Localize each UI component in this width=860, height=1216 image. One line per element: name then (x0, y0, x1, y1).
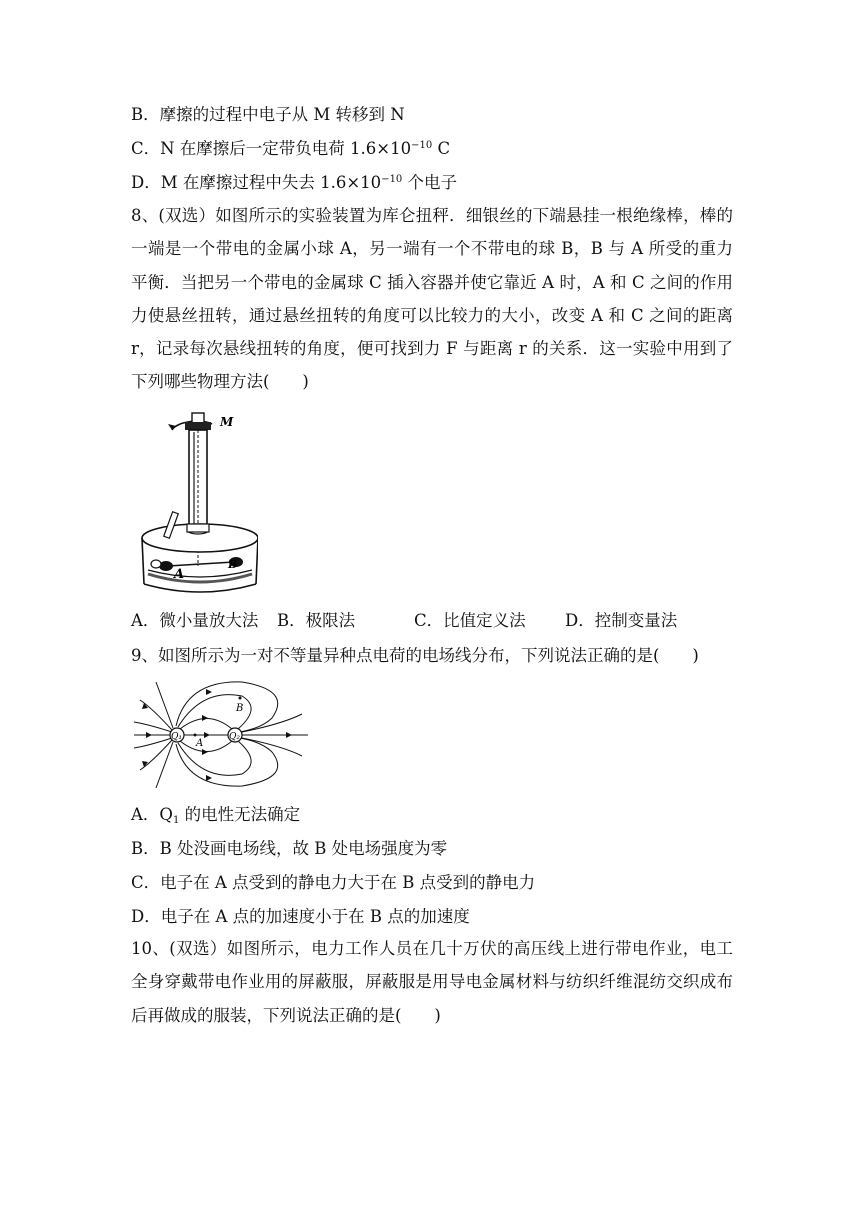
container-bottom (144, 584, 256, 592)
field-line-outer-top (176, 682, 278, 732)
q9-option-a (131, 804, 300, 826)
container-shading (148, 574, 252, 582)
ball-c (151, 560, 161, 568)
q9-option-d: D．电子在 A 点的加速度小于在 B 点的加速度 (131, 907, 470, 926)
torsion-arrow-head-icon (168, 424, 176, 430)
q7-option-d-unit: 个电子 (402, 173, 458, 192)
arrow-icon (206, 689, 212, 695)
arrow-icon (202, 715, 208, 721)
field-line-left-4 (156, 742, 173, 788)
label-a: A (196, 738, 204, 749)
coulomb-torsion-balance-figure (138, 408, 258, 594)
tube-collar (187, 524, 209, 532)
label-q2: Q₂ (229, 732, 240, 742)
q8-option-d: D．控制变量法 (565, 611, 678, 630)
container-floor (148, 570, 252, 577)
q7-option-c-exponent: −10 (411, 140, 433, 151)
q8-option-c: C．比值定义法 (414, 611, 526, 630)
electric-field-lines-figure (132, 678, 310, 790)
field-line-inner-bottom (180, 741, 232, 752)
q8-option-a: A．微小量放大法 (131, 611, 259, 630)
insulating-rod (168, 562, 234, 566)
q7-option-c-unit: C (432, 139, 451, 158)
q10-stem: 10、(双选）如图所示，电力工作人员在几十万伏的高压线上进行带电作业，电工全身穿戴带电作业用的屏蔽服，屏蔽服是用导电金属材料与纺织纤维混纺交织成布后再做成的服装，下列说法正确的是( ) (131, 939, 733, 1025)
torsion-knob (192, 413, 204, 423)
arrow-icon (146, 732, 152, 738)
arrow-icon (286, 732, 292, 738)
q9-option-c: C．电子在 A 点受到的静电力大于在 B 点受到的静电力 (131, 873, 536, 892)
point-a (194, 734, 197, 737)
label-m: M (220, 415, 234, 429)
container-right-wall (256, 538, 258, 584)
field-line-mid-bottom (178, 741, 251, 775)
label-q1: Q₁ (171, 732, 182, 742)
container-left-wall (142, 538, 144, 584)
q9-option-a-subscript: 1 (172, 815, 180, 826)
q8-stem: 8、(双选）如图所示的实验装置为库仑扭秤．细银丝的下端悬挂一根绝缘棒，棒的一端是一个带电的金属小球 A，另一端有一个不带电的球 B，B 与 A 所受的重力平衡．当把另一个带电的金属球 C 插入容器并使它靠近 A 时，A 和 C 之间的作用力使悬丝扭转，通过悬丝扭转的角度可以比较力的大小，改变 A 和 C 之间的距离 r，记录每次悬线扭转的角度，便可找到力 F 与距离 r 的关系．这一实验中用到了下列哪些物理方法( ) (131, 206, 733, 392)
arrow-icon (206, 775, 212, 781)
label-b: B (228, 558, 238, 571)
arrow-icon (204, 732, 210, 738)
point-b (239, 697, 242, 700)
q7-option-b: B．摩擦的过程中电子从 M 转移到 N (131, 105, 405, 124)
label-a: A (174, 567, 185, 582)
field-line-left-3 (156, 682, 173, 728)
q7-option-d (131, 172, 457, 194)
label-b: B (236, 703, 244, 714)
torsion-cap (185, 422, 211, 430)
q7-option-c-text: C．N 在摩擦后一定带负电荷 1.6×10 (131, 139, 412, 158)
q7-option-d-exponent: −10 (381, 174, 403, 185)
q9-option-a-text: A．Q (131, 805, 173, 824)
field-line-inner-top (180, 719, 232, 730)
q7-option-c (131, 138, 450, 160)
arrow-icon (202, 749, 208, 755)
q7-option-d-text: D．M 在摩擦过程中失去 1.6×10 (131, 173, 382, 192)
q9-option-a-rest: 的电性无法确定 (179, 805, 301, 824)
q9-stem: 9、如图所示为一对不等量异种点电荷的电场线分布，下列说法正确的是( ) (131, 646, 699, 665)
q8-option-b: B．极限法 (277, 611, 356, 630)
q9-option-b: B．B 处没画电场线，故 B 处电场强度为零 (131, 839, 448, 858)
